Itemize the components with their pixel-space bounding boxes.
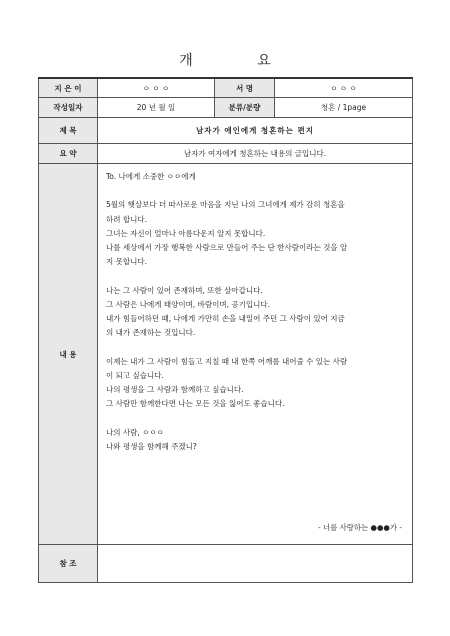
letter-line: 이제는 내가 그 사람이 힘들고 지칠 때 내 한쪽 어깨를 내어줄 수 있는 사람	[106, 356, 348, 366]
date-label: 작성일자	[39, 98, 98, 118]
letter-line: 나와 평생을 함께해 주겠니?	[106, 441, 197, 451]
letter-line: 의 내가 존재하는 것입니다.	[106, 328, 196, 338]
letter-line: 이 되고 싶습니다.	[106, 370, 164, 380]
reference-label: 참 조	[39, 545, 98, 583]
letter-line: 하려 합니다.	[106, 214, 147, 224]
signature-value[interactable]: ㅇ ㅇ ㅇ	[275, 78, 413, 98]
subject-label: 제 목	[39, 118, 98, 144]
category-label: 분류/분량	[215, 98, 275, 118]
author-value[interactable]: ㅇ ㅇ ㅇ	[98, 78, 215, 98]
content-body[interactable]	[98, 164, 413, 545]
summary-form-table	[38, 77, 413, 583]
date-value[interactable]: 20 년 월 일	[98, 98, 215, 118]
letter-greeting: To. 나에게 소중한 ㅇㅇ에게	[106, 172, 196, 181]
summary-value[interactable]: 남자가 여자에게 청혼하는 내용의 글입니다.	[98, 144, 413, 164]
signature-label: 서 명	[215, 78, 275, 98]
letter-line: 그 사람만 함께한다면 나는 모든 것을 잃어도 좋습니다.	[106, 399, 285, 409]
author-label: 지 은 이	[39, 78, 98, 98]
letter-line: 그녀는 자신이 얼마나 아름다운지 알지 못합니다.	[106, 228, 266, 238]
reference-value[interactable]	[98, 545, 413, 583]
letter-line: 내가 힘들어하던 때, 나에게 가만히 손을 내밀어 주던 그 사람이 있어 지금	[106, 314, 345, 323]
content-label: 내 용	[39, 164, 98, 545]
summary-label: 요 약	[39, 144, 98, 164]
letter-line: 나의 평생을 그 사람과 함께하고 싶습니다.	[106, 385, 244, 394]
letter-line: 나를 세상에서 가장 행복한 사람으로 만들어 주는 단 한사람이라는 것을 알	[106, 243, 348, 252]
letter-line: 그 사람은 나에게 태양이며, 바람이며, 공기입니다.	[106, 299, 270, 309]
letter-line: 나는 그 사람이 있어 존재하며, 또한 살아갑니다.	[106, 285, 263, 295]
letter-line: 나의 사람, ㅇㅇㅇ	[106, 427, 164, 437]
document-title: 개 요	[179, 53, 301, 69]
letter-line: 5월의 햇살보다 더 따사로운 마음을 지닌 나의 그녀에게 제가 감히 청혼을	[106, 200, 345, 210]
letter-line: 지 못합니다.	[106, 257, 147, 267]
letter-signoff: - 너를 사랑하는 ●●●가 -	[317, 522, 402, 532]
subject-value[interactable]: 남자가 애인에게 청혼하는 편지	[98, 118, 413, 144]
category-value[interactable]: 청혼 / 1page	[275, 98, 413, 118]
